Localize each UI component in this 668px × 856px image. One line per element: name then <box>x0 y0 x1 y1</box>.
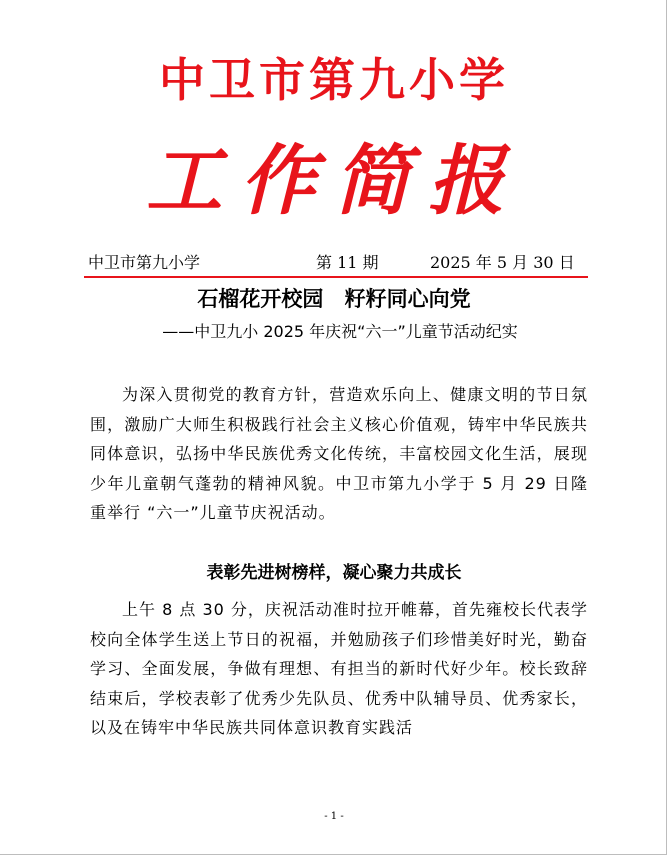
issue-number: 第 11 期 <box>316 253 379 272</box>
page-number: - 1 - <box>324 811 344 822</box>
section-heading: 表彰先进树榜样，凝心聚力共成长 <box>206 563 462 583</box>
intro-paragraph: 为深入贯彻党的教育方针，营造欢乐向上、健康文明的节日氛围，激励广大师生积极践行社会主义核心价值观，铸牢中华民族共同体意识，弘扬中华民族优秀文化传统，丰富校园文化生活，展现少年儿童朝气蓬勃的精神风貌。中卫市第九小学于 5 月 29 日隆重举行 “六一”儿童节庆祝活动。 <box>90 385 588 522</box>
section-paragraph: 上午 8 点 30 分，庆祝活动准时拉开帷幕，首先雍校长代表学校向全体学生送上节日的祝福，并勉励孩子们珍惜美好时光，勤奋学习、全面发展，争做有理想、有担当的新时代好少年。校长致辞结束后，学校表彰了优秀少先队员、优秀中队辅导员、优秀家长，以及在铸牢中华民族共同体意识教育实践活 <box>90 600 588 737</box>
issue-date: 2025 年 5 月 30 日 <box>430 253 575 272</box>
article-title: 石榴花开校园 籽籽同心向党 <box>197 286 471 311</box>
header-divider <box>84 276 588 278</box>
issue-school: 中卫市第九小学 <box>88 253 201 272</box>
masthead-newsletter-title: 工作简报 <box>146 136 522 225</box>
masthead-school-name: 中卫市第九小学 <box>159 53 509 107</box>
article-subtitle: ——中卫九小 2025 年庆祝“六一”儿童节活动纪实 <box>162 322 518 341</box>
